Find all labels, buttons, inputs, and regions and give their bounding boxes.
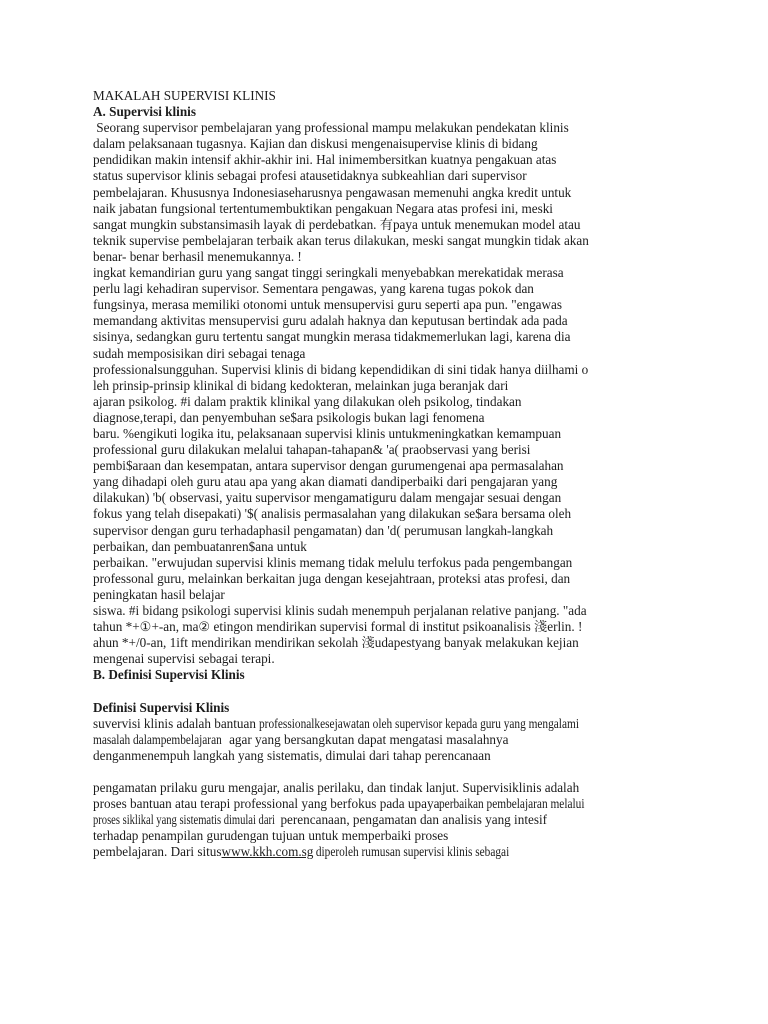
paragraph-line: naik jabatan fungsional tertentumembuktikan pengakuan Negara atas profesi ini, meski <box>93 200 553 216</box>
text-run-condensed: proses siklikal yang sistematis dimulai dari <box>93 812 275 828</box>
paragraph-line <box>93 716 678 732</box>
document-page <box>93 88 678 861</box>
paragraph-line: pendidikan makin intensif akhir-akhir ini. Hal inimembersitkan kuatnya pengakuan atas <box>93 152 557 168</box>
paragraph-line: teknik supervise pembelajaran terbaik akan terus dilakukan, meski sangat mungkin tidak akan <box>93 232 589 248</box>
paragraph-line: siswa. #i bidang psikologi supervisi klinis sudah menempuh perjalanan relative panjang. "ada <box>93 603 587 618</box>
paragraph-line: professonal guru, melainkan berkaitan juga dengan kesejahtraan, proteksi atas profesi, dan <box>93 570 571 586</box>
paragraph-line <box>93 844 678 860</box>
paragraph-line: mengenai supervisi sebagai terapi. <box>93 651 275 667</box>
paragraph-line: tahun *+①+-an, ma② etingon mendirikan supervisi formal di institut psikoanalisis 淺erlin. ! <box>93 619 583 635</box>
paragraph-line: perlu lagi kehadiran supervisor. Sementara pengawas, yang karena tugas pokok dan <box>93 281 534 297</box>
definition-paragraph-2 <box>93 780 678 860</box>
paragraph-line: fokus yang telah disepakati) '$( analisis permasalahan yang dilakukan se$ara bersama oleh <box>93 506 572 522</box>
text-run: pembelajaran. Dari situs <box>93 844 222 860</box>
paragraph-line: terhadap penampilan gurudengan tujuan untuk memperbaiki proses <box>93 828 449 844</box>
paragraph-line: sudah memposisikan diri sebagai tenaga <box>93 345 306 361</box>
document-title: MAKALAH SUPERVISI KLINIS <box>93 88 276 103</box>
paragraph-line: ajaran psikolog. #i dalam praktik klinikal yang dilakukan oleh psikolog, tindakan <box>93 393 522 409</box>
paragraph-line: denganmenempuh langkah yang sistematis, dimulai dari tahap perencanaan <box>93 747 491 763</box>
paragraph-line <box>93 732 678 748</box>
paragraph-line: ahun *+/0-an, 1ift mendirikan mendirikan sekolah 淺udapestyang banyak melakukan kejian <box>93 635 579 651</box>
text-run-condensed: perbaikan pembelajaran melalui <box>439 796 585 812</box>
paragraph-line: professional guru dilakukan melalui tahapan-tahapan& 'a( praobservasi yang berisi <box>93 442 531 458</box>
paragraph-line: baru. %engikuti logika itu, pelaksanaan supervisi klinis untukmeningkatkan kemampuan <box>93 425 562 441</box>
paragraph-line: leh prinsip-prinsip klinikal di bidang kedokteran, melainkan juga beranjak dari <box>93 377 509 393</box>
paragraph-line: sangat mungkin substansimasih layak di perdebatkan. 有paya untuk menemukan model atau <box>93 216 581 232</box>
text-run: proses bantuan atau terapi professional yang berfokus pada upaya <box>93 796 440 812</box>
blank-line <box>93 683 678 699</box>
paragraph-line: memandang aktivitas mensupervisi guru adalah haknya dan keputusan bertindak ada pada <box>93 313 568 329</box>
text-run: perencanaan, pengamatan dan analisis yang intesif <box>280 812 548 828</box>
paragraph-line: pembi$araan dan kesempatan, antara supervisor dengan gurumengenai apa permasalahan <box>93 458 564 474</box>
paragraph-line <box>93 812 678 828</box>
text-run-condensed: professionalkesejawatan oleh supervisor kepada guru yang mengalami <box>259 715 580 731</box>
paragraph-line: sisinya, sedangkan guru tertentu sangat mungkin merasa tidakmemerlukan lagi, karena dia <box>93 329 571 345</box>
section-a-body <box>93 120 678 667</box>
paragraph-line: peningkatan hasil belajar <box>93 586 225 602</box>
paragraph-line: ingkat kemandirian guru yang sangat tinggi seringkali menyebabkan merekatidak merasa <box>93 265 564 281</box>
paragraph-line: perbaikan, dan pembuatanren$ana untuk <box>93 538 307 554</box>
paragraph-line: dilakukan) 'b( observasi, yaitu supervisor mengamatiguru dalam mengajar sesuai dengan <box>93 490 562 506</box>
paragraph-line: fungsinya, merasa memiliki otonomi untuk mensupervisi guru seperti apa pun. "engawas <box>93 297 563 313</box>
paragraph-line: supervisor dengan guru terhadaphasil pengamatan) dan 'd( perumusan langkah-langkah <box>93 522 554 538</box>
paragraph-line: professionalsungguhan. Supervisi klinis di bidang kependidikan di sini tidak hanya diilhami o <box>93 361 589 377</box>
paragraph-line: status supervisor klinis sebagai profesi atausetidaknya subkeahlian dari supervisor <box>93 168 527 184</box>
website-link[interactable]: www.kkh.com.sg <box>221 844 314 860</box>
text-run-condensed: masalah dalampembelajaran <box>93 731 222 747</box>
paragraph-line <box>93 796 678 812</box>
paragraph-line: benar- benar berhasil menemukannya. ! <box>93 248 302 264</box>
section-a-heading: A. Supervisi klinis <box>93 104 196 120</box>
paragraph-line: perbaikan. "erwujudan supervisi klinis memang tidak melulu terfokus pada pengembangan <box>93 554 573 570</box>
paragraph-line: diagnose,terapi, dan penyembuhan se$ara psikologis bukan lagi fenomena <box>93 409 485 425</box>
paragraph-line: pengamatan prilaku guru mengajar, analis perilaku, dan tindak lanjut. Supervisiklinis adalah <box>93 780 580 796</box>
text-run: suvervisi klinis adalah bantuan <box>93 715 260 731</box>
paragraph-line: pembelajaran. Khususnya Indonesiaseharusnya pengawasan memenuhi angka kredit untuk <box>93 184 572 200</box>
section-b-heading: B. Definisi Supervisi Klinis <box>93 667 245 683</box>
text-run-condensed: diperoleh rumusan supervisi klinis sebagai <box>313 844 510 860</box>
paragraph-line: Seorang supervisor pembelajaran yang professional mampu melakukan pendekatan klinis <box>93 120 569 136</box>
paragraph-line: dalam pelaksanaan tugasnya. Kajian dan diskusi mengenaisupervise klinis di bidang <box>93 136 538 152</box>
definition-paragraph-1 <box>93 716 678 764</box>
text-run: agar yang bersangkutan dapat mengatasi masalahnya <box>225 731 509 747</box>
blank-line <box>93 764 678 780</box>
paragraph-line: yang dihadapi oleh guru atau apa yang akan diamati dandiperbaiki dari pengajaran yang <box>93 474 558 490</box>
definition-subheading: Definisi Supervisi Klinis <box>93 699 230 715</box>
